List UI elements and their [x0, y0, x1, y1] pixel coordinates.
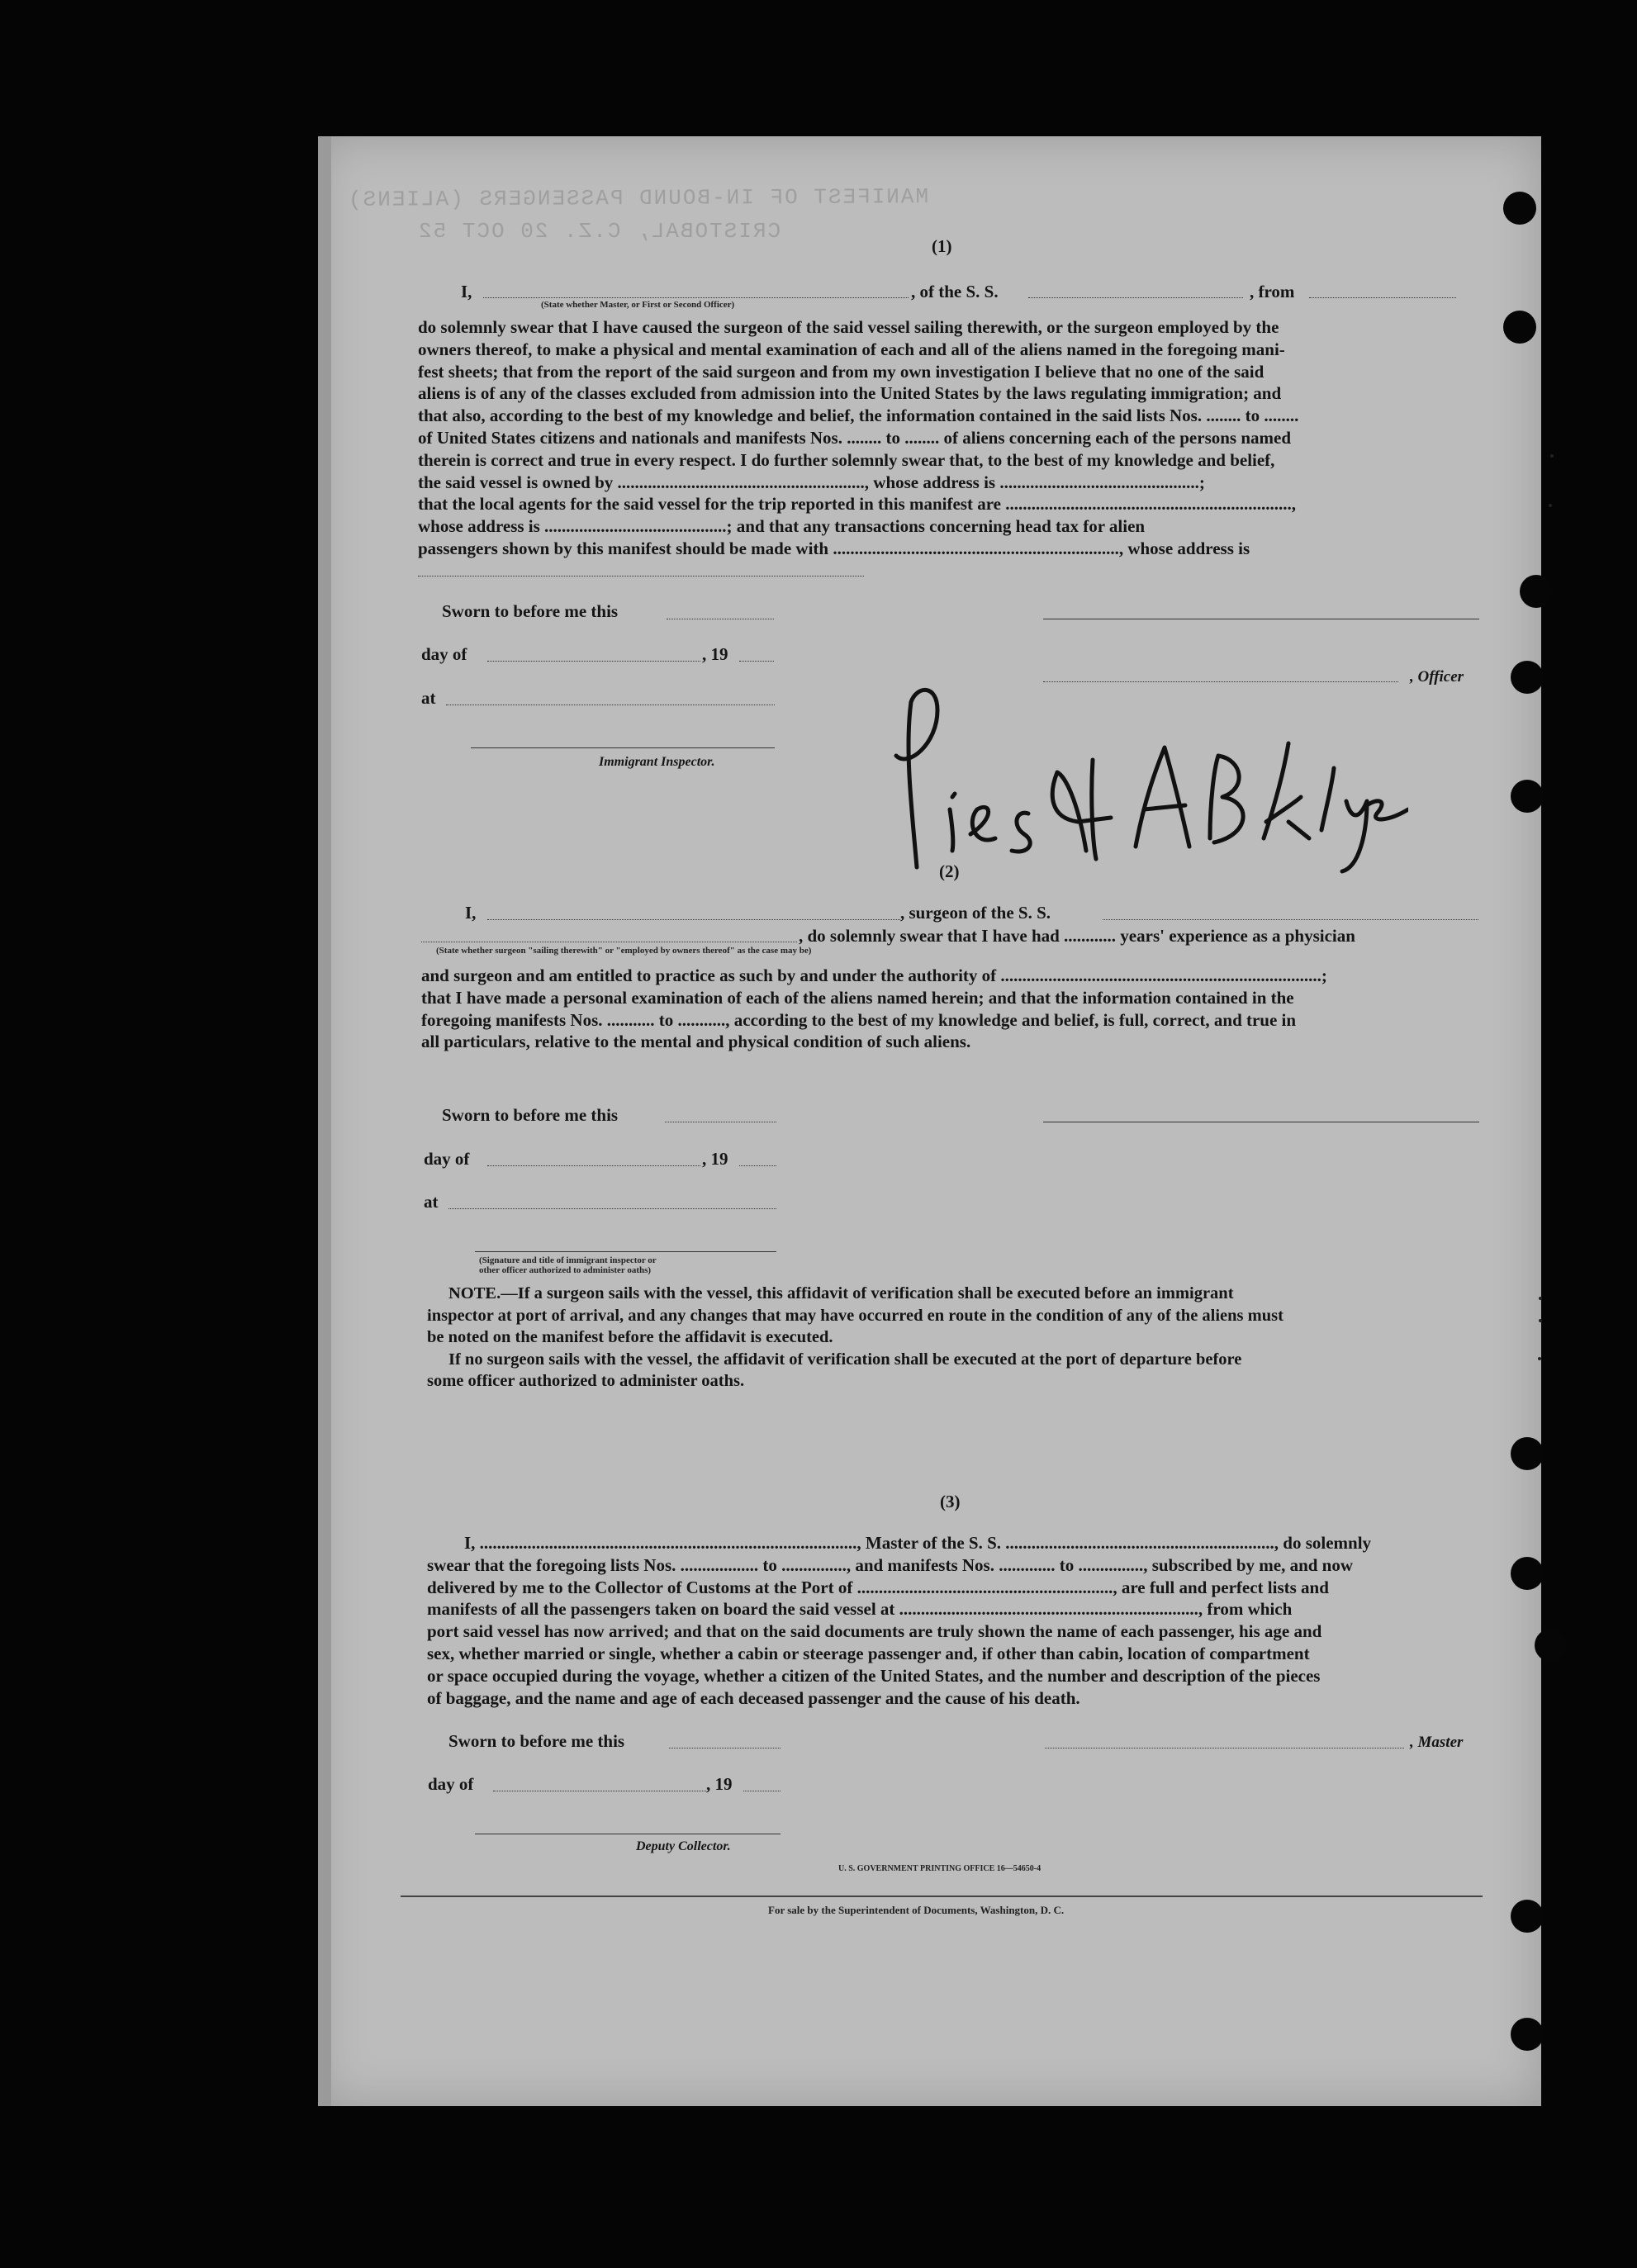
sworn-label-1: Sworn to before me this — [442, 601, 619, 621]
handwritten-annotation — [871, 677, 1408, 875]
for-sale-note: For sale by the Superintendent of Documents, Washington, D. C. — [768, 1904, 1065, 1916]
at-label-1: at — [421, 688, 436, 708]
year-field-1 — [739, 661, 774, 662]
at-label-2: at — [424, 1192, 439, 1212]
section-2-oath: and surgeon and am entitled to practice as such by and under the authority of ..........................................................................; that I have made a personal examination of each of the aliens named herein; and that the information contained in the foregoing manifests Nos. ........... to ..........., according to the best of my knowledge and belief, is full, correct, and true in all particulars, relative to the mental and physical condition of such aliens. — [421, 966, 1327, 1052]
year-label-2: , 19 — [702, 1149, 728, 1169]
section-3-number: (3) — [940, 1492, 961, 1511]
speck — [1539, 1297, 1542, 1300]
day-of-label-3: day of — [428, 1774, 474, 1794]
page-edge — [318, 136, 331, 2106]
year-field-2 — [739, 1165, 776, 1166]
surgeon-of-label: , surgeon of the S. S. — [900, 903, 1051, 923]
binder-hole — [1511, 2018, 1544, 2051]
bleed-through-header: MANIFEST OF IN-BOUND PASSENGERS (ALIENS) — [346, 184, 929, 212]
section-1-oath: do solemnly swear that I have caused the surgeon of the said vessel sailing therewith, or the surgeon employed by the owners thereof, to make a physical and mental examination of each and all of the aliens named in the foregoing mani- fest sheets; that from the report of the said surgeon and from my own investigation I believe that no one of the said aliens is of any of the classes excluded from admission into the United States by the laws regulating immigration; and that also, according to the best of my knowledge and belief, the information contained in the said lists Nos. ........ to ........ of United States citizens and nationals and manifests Nos. ........ to ........ of aliens concerning each of the persons named therein is correct and true in every respect. I do further solemnly swear that, to the best of my knowledge and belief, the said vessel is owned by ........................................................., whose address is ..............................................; that the local agents for the said vessel for the trip reported in this manifest are .................................................................., whose address is ..........................................; and that any transactions concerning head tax for alien passengers shown by this manifest should be made with .................................................................., whose address is — [418, 317, 1299, 558]
at-field-2 — [448, 1208, 776, 1209]
section-3-oath: I, ......................................................................................., Master of the S. S. .............................................................., do solemnly swear that the foregoing lists Nos. .................. to ..............., and manifests Nos. ............. to ..............., subscribed by me, and now delivered by me to the Collector of Customs at the Port of ..........................................................., are full and perfect lists and manifests of all the passengers taken on board the said vessel at ....................................................................., from which port said vessel has now arrived; and that on the said documents are truly shown the name of each passenger, his age and sex, whether married or single, whether a cabin or steerage passenger and, if other than cabin, location of compartment or space occupied during the voyage, whether a citizen of the United States, and the number and description of the pieces of baggage, and the name and age of each deceased passenger and the cause of his death. — [427, 1533, 1372, 1708]
section-2-number: (2) — [939, 861, 960, 881]
binder-hole — [1511, 1557, 1544, 1590]
day-field-2 — [487, 1165, 700, 1166]
immigrant-inspector-label: Immigrant Inspector. — [599, 755, 715, 769]
officer-name-field — [483, 297, 909, 298]
surgeon-note-paragraph: NOTE.—If a surgeon sails with the vessel, this affidavit of verification shall be executed before an immigrant inspector at port of arrival, and any changes that may have occurred en route in the condition of any of the aliens must be noted on the manifest before the affidavit is executed. If no surgeon sails with the vessel, the affidavit of verification shall be executed at the port of departure before some officer authorized to administer oaths. — [427, 1284, 1284, 1390]
binder-hole — [1511, 1437, 1544, 1470]
binder-hole — [1511, 1900, 1544, 1933]
ship-name-field — [1028, 297, 1243, 298]
section-2-i: I, — [465, 903, 477, 923]
sworn-label-2: Sworn to before me this — [442, 1105, 619, 1125]
binder-hole — [1535, 1629, 1568, 1662]
binder-hole — [1503, 311, 1536, 344]
binder-hole — [1503, 192, 1536, 225]
of-ss-label: , of the S. S. — [911, 282, 999, 301]
speck — [1550, 454, 1554, 458]
gpo-imprint: U. S. GOVERNMENT PRINTING OFFICE 16—54650-4 — [838, 1864, 1042, 1873]
officer-note: (State whether Master, or First or Second Officer) — [541, 300, 735, 310]
bleed-through-date: CRISTOBAL, C.Z. 20 OCT 52 — [417, 219, 781, 244]
sworn-label-3: Sworn to before me this — [448, 1731, 625, 1751]
footer-rule — [401, 1896, 1483, 1897]
section-1-number: (1) — [932, 236, 952, 256]
signature-note-1: (Signature and title of immigrant inspector or — [479, 1255, 657, 1265]
surgeon-note: (State whether surgeon "sailing therewith" or "employed by owners thereof" as the case may be) — [436, 946, 812, 956]
deputy-collector-label: Deputy Collector. — [636, 1839, 731, 1853]
speck — [1549, 504, 1552, 507]
surgeon-experience-text: , do solemnly swear that I have had ............ years' experience as a physician — [799, 926, 1355, 946]
binder-hole — [1511, 661, 1544, 694]
day-of-label-1: day of — [421, 644, 467, 664]
manifest-page — [318, 136, 1541, 2106]
day-field-1 — [487, 661, 700, 662]
master-label: , Master — [1410, 1734, 1464, 1751]
binder-hole — [1520, 575, 1553, 608]
day-of-label-2: day of — [424, 1149, 470, 1169]
from-port-field — [1309, 297, 1456, 298]
section-1-i: I, — [461, 282, 472, 301]
speck — [1538, 1357, 1541, 1360]
speck — [1539, 1319, 1542, 1322]
year-label-1: , 19 — [702, 644, 728, 664]
year-label-3: , 19 — [706, 1774, 733, 1794]
signature-note-2: other officer authorized to administer oaths) — [479, 1265, 652, 1275]
from-label: , from — [1250, 282, 1295, 301]
officer-label: , Officer — [1410, 668, 1464, 686]
surgeon-name-field — [487, 919, 900, 920]
binder-hole — [1511, 780, 1544, 813]
inspector-signature-line — [471, 747, 775, 748]
surgeon-ship-field — [1103, 919, 1478, 920]
inspector-signature-line-2 — [475, 1251, 776, 1252]
